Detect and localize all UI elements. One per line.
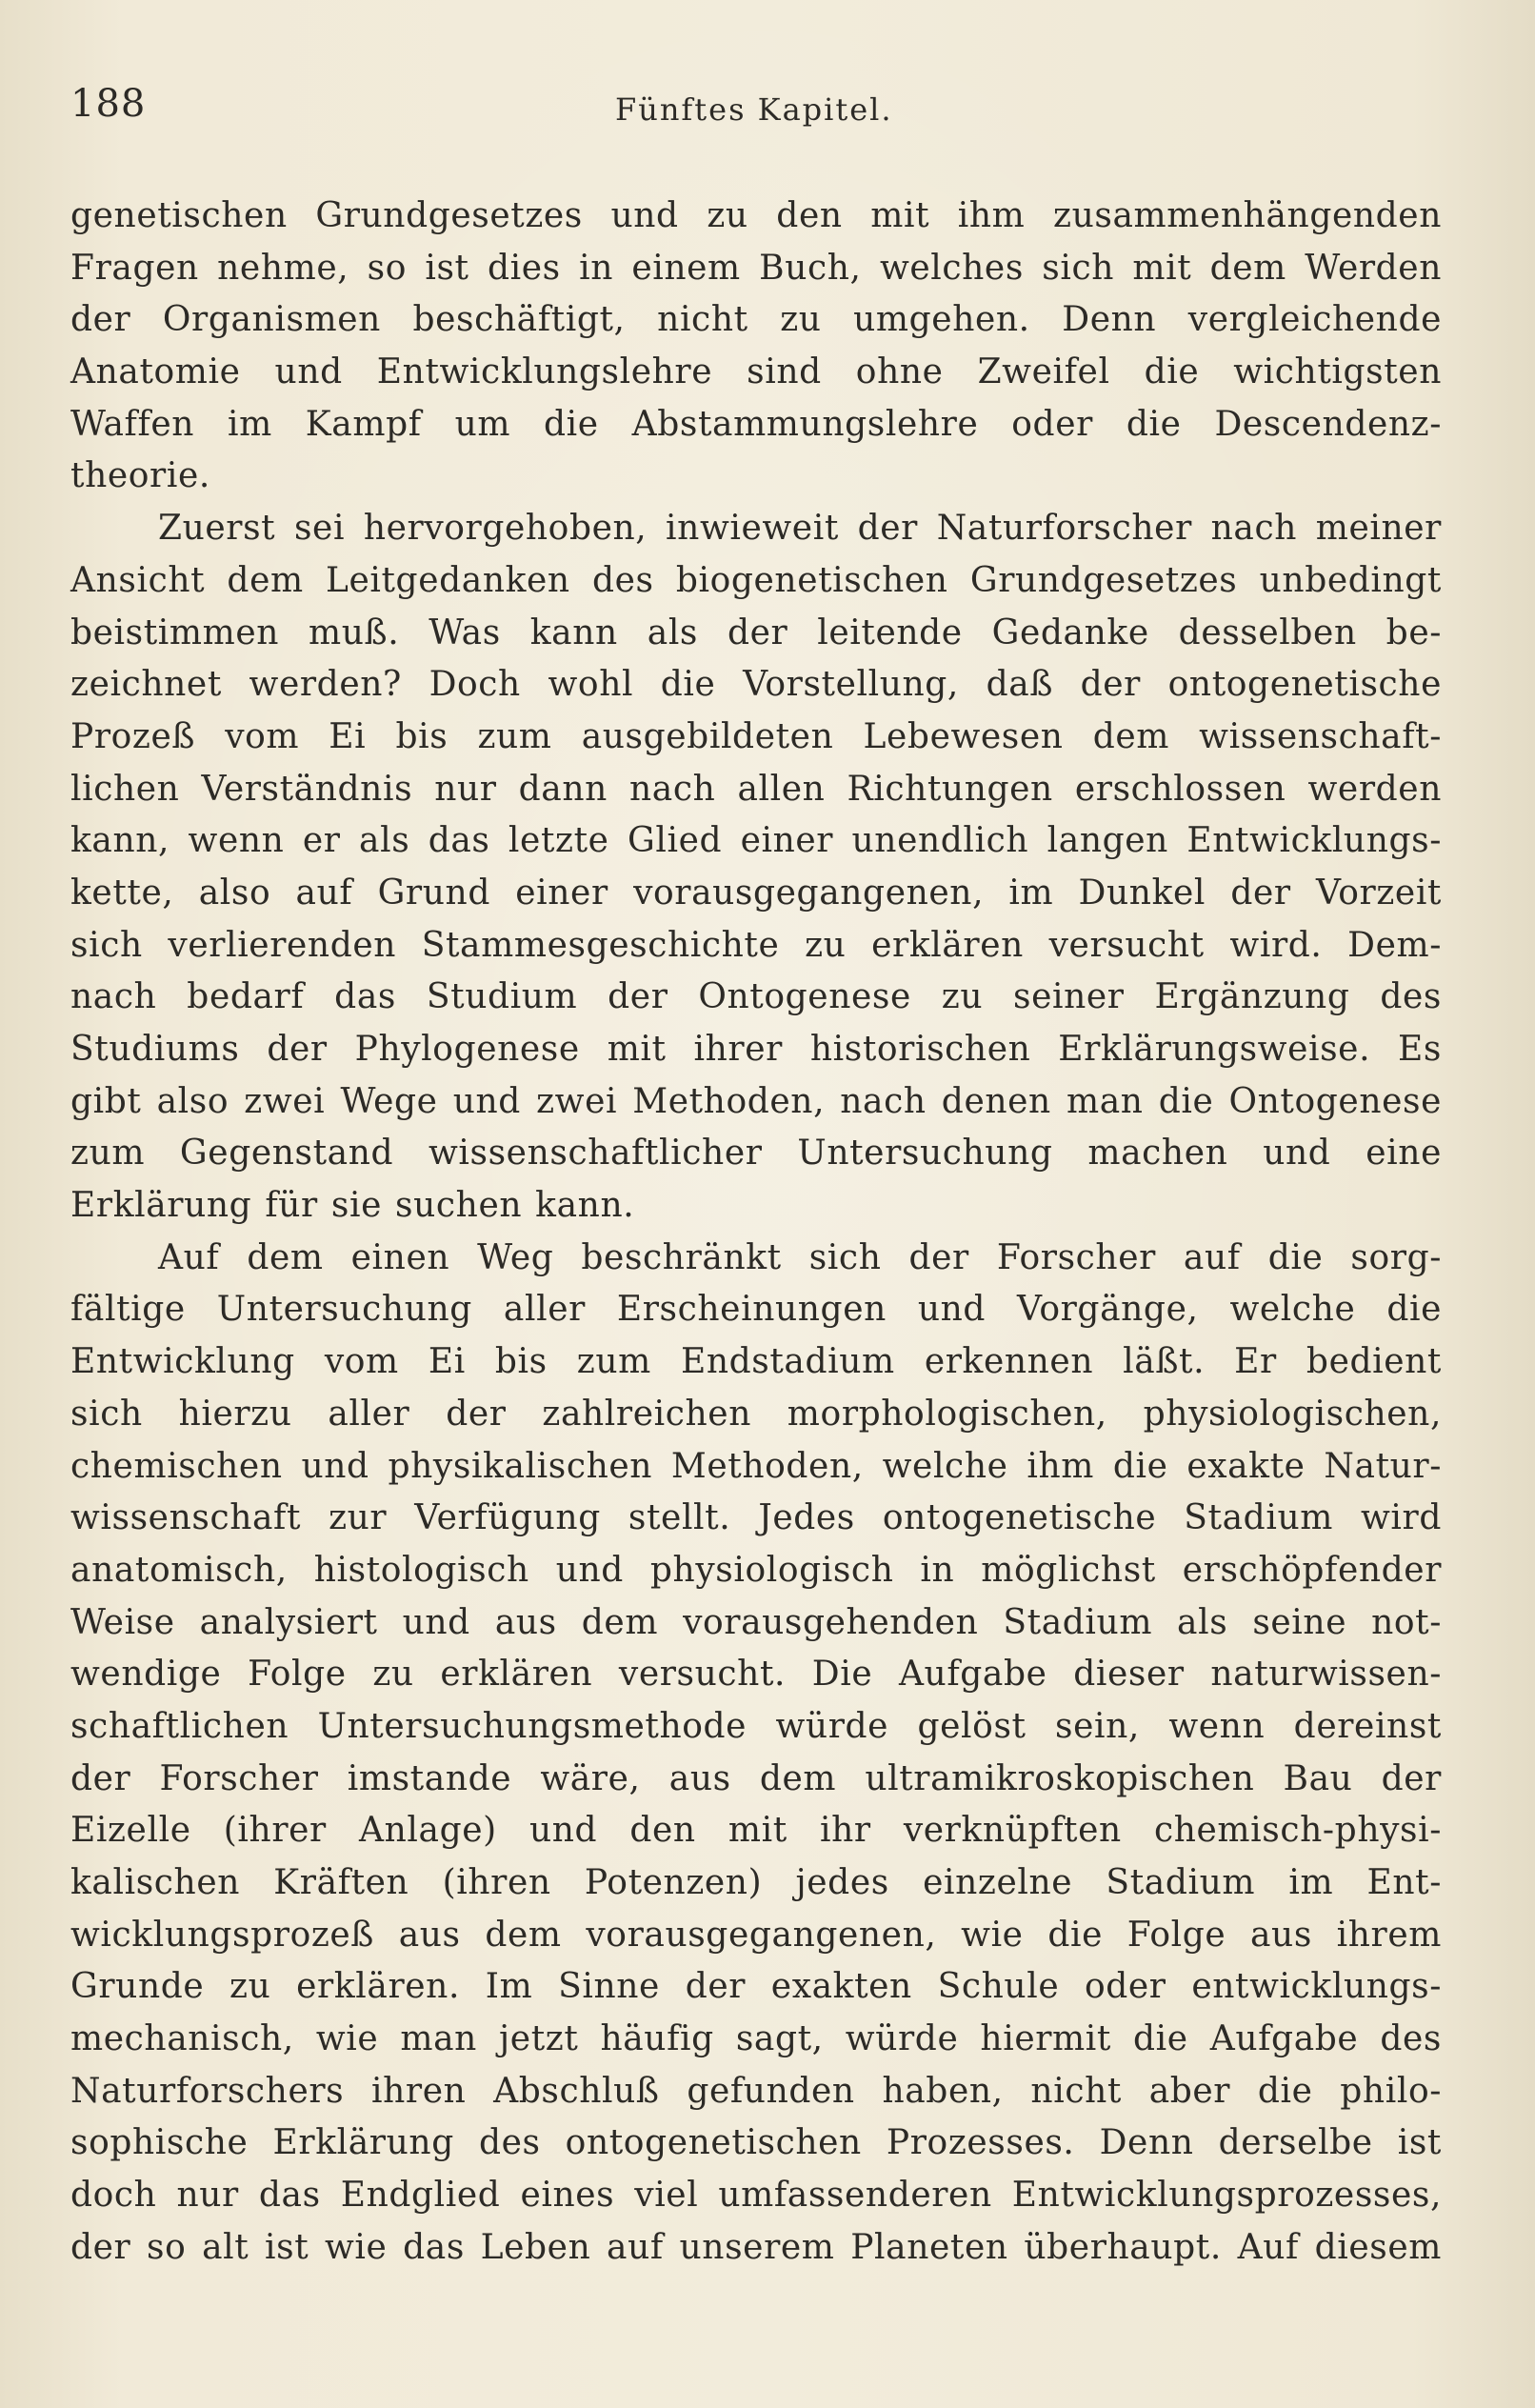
text-line: Naturforschers ihren Abschluß gefunden haben, nicht aber die philo- [70, 2071, 1442, 2111]
text-line: Fragen nehme, so ist dies in einem Buch, welches sich mit dem Werden [70, 248, 1442, 288]
text-line: fältige Untersuchung aller Erscheinungen und Vorgänge, welche die [70, 1290, 1442, 1330]
text-line: Ansicht dem Leitgedanken des biogenetischen Grundgesetzes unbedingt [70, 560, 1442, 600]
text-line: beistimmen muß. Was kann als der leitende Gedanke desselben be- [70, 612, 1442, 652]
text-line: wissenschaft zur Verfügung stellt. Jedes ontogenetische Stadium wird [70, 1498, 1442, 1538]
text-line: kette, also auf Grund einer vorausgegangenen, im Dunkel der Vorzeit [70, 873, 1442, 913]
paragraph-start-line: Auf dem einen Weg beschränkt sich der Forscher auf die sorg- [158, 1237, 1442, 1277]
text-line: chemischen und physikalischen Methoden, welche ihm die exakte Natur- [70, 1446, 1442, 1486]
text-line: doch nur das Endglied eines viel umfassenderen Entwicklungsprozesses, [70, 2176, 1442, 2216]
text-line: zeichnet werden? Doch wohl die Vorstellung, daß der ontogenetische [70, 665, 1442, 705]
text-line: genetischen Grundgesetzes und zu den mit ihm zusammenhängenden [70, 196, 1442, 235]
text-line: Anatomie und Entwicklungslehre sind ohne Zweifel die wichtigsten [70, 352, 1442, 392]
text-line: gibt also zwei Wege und zwei Methoden, nach denen man die Ontogenese [70, 1081, 1442, 1121]
text-line: Waffen im Kampf um die Abstammungslehre oder die Descendenz- [70, 404, 1442, 444]
text-line: sich hierzu aller der zahlreichen morphologischen, physiologischen, [70, 1394, 1442, 1434]
text-line: zum Gegenstand wissenschaftlicher Untersuchung machen und eine [70, 1134, 1442, 1174]
text-line: der Organismen beschäftigt, nicht zu umgehen. Denn vergleichende [70, 300, 1442, 340]
text-line: wendige Folge zu erklären versucht. Die Aufgabe dieser naturwissen- [70, 1655, 1442, 1695]
text-line: anatomisch, histologisch und physiologisch in möglichst erschöpfender [70, 1550, 1442, 1590]
text-line: Erklärung für sie suchen kann. [70, 1186, 635, 1226]
text-line: theorie. [70, 456, 210, 496]
page-number: 188 [70, 82, 147, 126]
text-line: Studiums der Phylogenese mit ihrer historischen Erklärungsweise. Es [70, 1030, 1442, 1069]
text-line: sich verlierenden Stammesgeschichte zu erklären versucht wird. Dem- [70, 925, 1442, 965]
running-header [70, 82, 1470, 139]
text-line: Entwicklung vom Ei bis zum Endstadium erkennen läßt. Er bedient [70, 1342, 1442, 1382]
text-line: wicklungsprozeß aus dem vorausgegangenen, wie die Folge aus ihrem [70, 1915, 1442, 1955]
text-line: kalischen Kräften (ihren Potenzen) jedes einzelne Stadium im Ent- [70, 1863, 1442, 1902]
chapter-title: Fünftes Kapitel. [615, 91, 893, 128]
body-text [70, 191, 1442, 2275]
text-line: Weise analysiert und aus dem vorausgehenden Stadium als seine not- [70, 1602, 1442, 1642]
text-line: nach bedarf das Studium der Ontogenese zu seiner Ergänzung des [70, 977, 1442, 1017]
text-line: schaftlichen Untersuchungsmethode würde gelöst sein, wenn dereinst [70, 1706, 1442, 1746]
text-line: der Forscher imstande wäre, aus dem ultramikroskopischen Bau der [70, 1758, 1442, 1798]
text-line: Prozeß vom Ei bis zum ausgebildeten Lebewesen dem wissenschaft- [70, 716, 1442, 756]
text-line: lichen Verständnis nur dann nach allen Richtungen erschlossen werden [70, 769, 1442, 809]
text-line: sophische Erklärung des ontogenetischen Prozesses. Denn derselbe ist [70, 2123, 1442, 2163]
text-line: Grunde zu erklären. Im Sinne der exakten Schule oder entwicklungs- [70, 1967, 1442, 2007]
text-line: kann, wenn er als das letzte Glied einer unendlich langen Entwicklungs- [70, 821, 1442, 861]
paragraph-start-line: Zuerst sei hervorgehoben, inwieweit der Naturforscher nach meiner [158, 509, 1442, 549]
text-line: mechanisch, wie man jetzt häufig sagt, würde hiermit die Aufgabe des [70, 2019, 1442, 2059]
text-line: der so alt ist wie das Leben auf unserem Planeten überhaupt. Auf diesem [70, 2227, 1442, 2267]
text-line: Eizelle (ihrer Anlage) und den mit ihr verknüpften chemisch-physi- [70, 1811, 1442, 1851]
